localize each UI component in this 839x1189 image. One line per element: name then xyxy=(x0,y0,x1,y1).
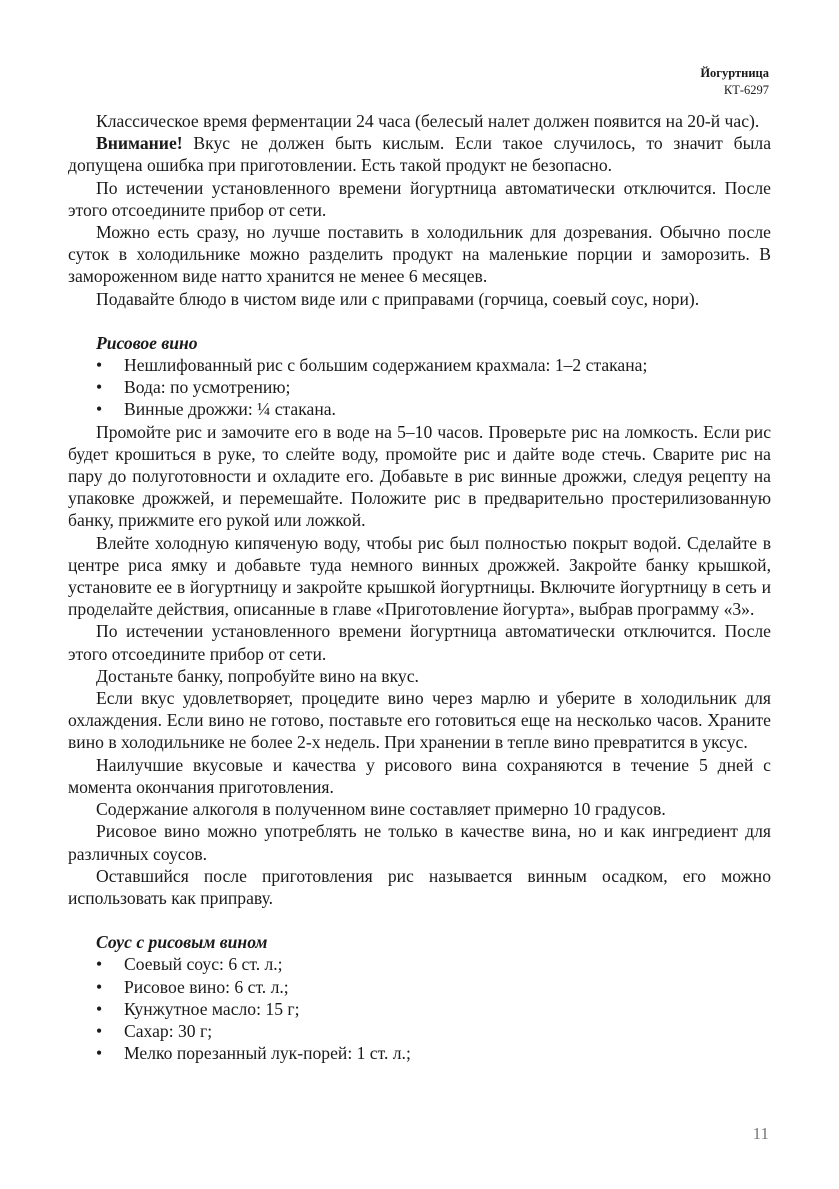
bullet-icon: • xyxy=(96,1043,103,1064)
rice-wine-paragraph: Промойте рис и замочите его в воде на 5–10 часов. Проверьте рис на ломкость. Если рис будет крошиться в руке, то слейте воду, промойте рис и дайте воде стечь. Сварите рис на пару до полуготовности и охладите его. Добавьте в рис винные дрожжи, следуя рецепту на упаковке дрожжей, и перемешайте. Положите рис в предварительно простерилизованную банку, прижмите его рукой или ложкой. xyxy=(68,421,771,531)
bullet-icon: • xyxy=(96,1020,103,1041)
ingredient-text: Винные дрожжи: ¼ стакана. xyxy=(124,399,336,420)
serving-paragraph: Подавайте блюдо в чистом виде или с приправами (горчица, соевый соус, нори). xyxy=(96,288,700,309)
storage-paragraph: Можно есть сразу, но лучше поставить в холодильник для дозревания. Обычно после суток в холодильнике можно разделить продукт на маленькие порции и заморозить. В замороженном виде натто хранится не менее 6 месяцев. xyxy=(68,222,771,287)
rice-wine-paragraph: Достаньте банку, попробуйте вино на вкус. xyxy=(96,665,419,686)
rice-wine-paragraph: Наилучшие вкусовые и качества у рисового вина сохраняются в течение 5 дней с момента окончания приготовления. xyxy=(68,754,771,797)
rice-wine-paragraph: По истечении установленного времени йогуртница автоматически отключится. После этого отсоедините прибор от сети. xyxy=(68,621,771,664)
auto-off-paragraph: По истечении установленного времени йогуртница автоматически отключится. После этого отсоедините прибор от сети. xyxy=(68,177,771,220)
ingredient-text: Сахар: 30 г; xyxy=(124,1020,213,1041)
ingredient-item xyxy=(68,1042,771,1064)
ingredient-item xyxy=(68,398,771,420)
bullet-icon: • xyxy=(96,998,103,1019)
rice-wine-paragraph: Содержание алкоголя в полученном вине составляет примерно 10 градусов. xyxy=(96,799,666,820)
product-name: Йогуртница xyxy=(700,66,769,80)
ingredient-item xyxy=(68,976,771,998)
bullet-icon: • xyxy=(96,976,103,997)
ingredient-text: Рисовое вино: 6 ст. л.; xyxy=(124,976,289,997)
model-number: КТ-6297 xyxy=(723,83,769,97)
rice-wine-paragraph: Оставшийся после приготовления рис называется винным осадком, его можно использовать как приправу. xyxy=(68,865,771,908)
bullet-icon: • xyxy=(96,377,103,398)
fermentation-time-paragraph: Классическое время ферментации 24 часа (белесый налет должен появится на 20-й час). xyxy=(96,111,760,131)
section-spacer xyxy=(68,310,771,332)
ingredient-item xyxy=(68,1020,771,1042)
rice-wine-paragraph: Влейте холодную кипяченую воду, чтобы рис был полностью покрыт водой. Сделайте в центре риса ямку и добавьте туда немного винных дрожжей. Закройте банку крышкой, установите ее в йогуртницу и закройте крышкой йогуртницы. Включите йогуртницу в сеть и проделайте действия, описанные в главе «Приготовление йогурта», выбрав программу «3». xyxy=(68,532,771,620)
ingredient-text: Мелко порезанный лук-порей: 1 ст. л.; xyxy=(124,1043,411,1064)
ingredient-item xyxy=(68,354,771,376)
rice-wine-ingredients xyxy=(68,354,771,421)
warning-paragraph xyxy=(68,132,771,176)
warning-label: Внимание! xyxy=(96,133,183,154)
section-spacer xyxy=(68,909,771,931)
rice-wine-paragraph: Рисовое вино можно употреблять не только в качестве вина, но и как ингредиент для различных соусов. xyxy=(68,821,771,864)
ingredient-item xyxy=(68,998,771,1020)
section-title-rice-wine: Рисовое вино xyxy=(96,332,198,353)
ingredient-text: Соевый соус: 6 ст. л.; xyxy=(124,954,283,975)
bullet-icon: • xyxy=(96,399,103,420)
section-title-sauce: Соус с рисовым вином xyxy=(96,932,268,953)
page-body xyxy=(68,110,771,1064)
warning-text: Вкус не должен быть кислым. Если такое случилось, то значит была допущена ошибка при приготовлении. Есть такой продукт не безопасно. xyxy=(68,133,771,176)
sauce-ingredients xyxy=(68,953,771,1064)
page-number: 11 xyxy=(752,1124,769,1143)
bullet-icon: • xyxy=(96,355,103,376)
running-header xyxy=(700,65,769,99)
ingredient-text: Кунжутное масло: 15 г; xyxy=(124,998,300,1019)
rice-wine-paragraph: Если вкус удовлетворяет, процедите вино через марлю и уберите в холодильник для охлаждения. Если вино не готово, поставьте его готовиться еще на несколько часов. Храните вино в холодильнике не более 2-х недель. При хранении в тепле вино превратится в уксус. xyxy=(68,688,771,753)
ingredient-text: Вода: по усмотрению; xyxy=(124,377,291,398)
ingredient-item xyxy=(68,376,771,398)
ingredient-item xyxy=(68,953,771,975)
bullet-icon: • xyxy=(96,954,103,975)
ingredient-text: Нешлифованный рис с большим содержанием крахмала: 1–2 стакана; xyxy=(124,355,648,376)
